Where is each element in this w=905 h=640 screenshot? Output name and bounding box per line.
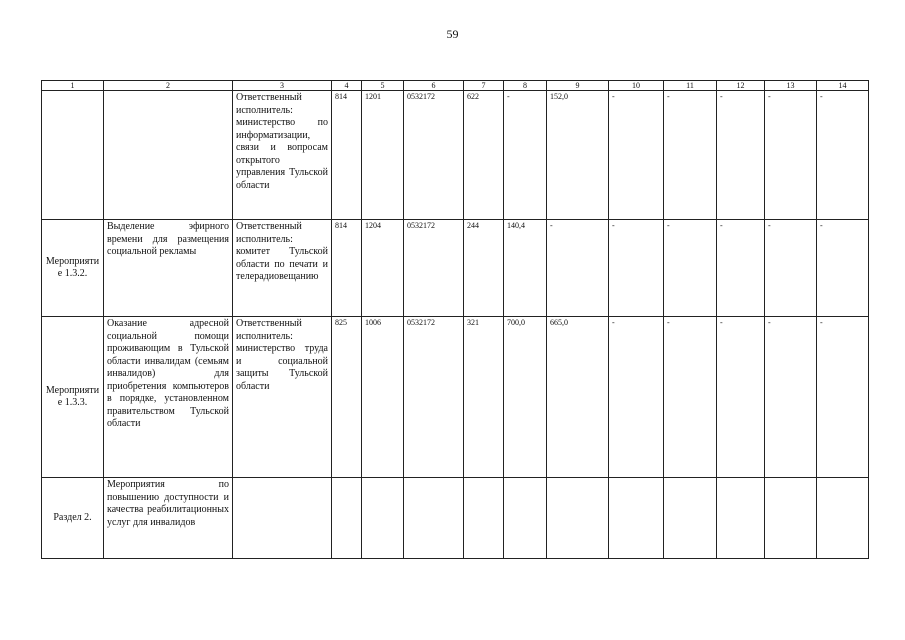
column-header: 9: [547, 81, 609, 91]
column-header: 1: [42, 81, 104, 91]
table-row: [42, 91, 869, 220]
row-label: Раздел 2.: [42, 478, 104, 559]
table-cell: [547, 478, 609, 559]
table-cell: 140,4: [504, 220, 547, 317]
table-cell: 622: [464, 91, 504, 220]
column-header: 6: [404, 81, 464, 91]
table-cell: -: [664, 317, 717, 478]
column-header: 11: [664, 81, 717, 91]
table-cell: 825: [332, 317, 362, 478]
table-cell: -: [765, 91, 817, 220]
table-cell: 1201: [362, 91, 404, 220]
budget-table: [41, 80, 869, 559]
table-cell: [664, 478, 717, 559]
row-label: Мероприятие 1.3.3.: [42, 317, 104, 478]
row-description: Оказание адресной социальной помощи проживающим в Тульской области инвалидам (семьям инвалидов) для приобретения компьютеров в порядке, установленном правительством Тульской области: [104, 317, 233, 478]
table-cell: 1204: [362, 220, 404, 317]
table-cell: [362, 478, 404, 559]
table-cell: [817, 478, 869, 559]
column-header: 10: [609, 81, 664, 91]
row-executor: Ответственный исполнитель: министерство по информатизации, связи и вопросам открытого управления Тульской области: [233, 91, 332, 220]
column-header: 5: [362, 81, 404, 91]
column-header: 2: [104, 81, 233, 91]
table-cell: 700,0: [504, 317, 547, 478]
table-cell: [504, 478, 547, 559]
table-cell: 321: [464, 317, 504, 478]
row-label: [42, 91, 104, 220]
column-header: 3: [233, 81, 332, 91]
table-cell: [332, 478, 362, 559]
column-header: 13: [765, 81, 817, 91]
table-row: [42, 317, 869, 478]
table-cell: [404, 478, 464, 559]
table-cell: -: [504, 91, 547, 220]
column-header: 8: [504, 81, 547, 91]
table-header-row: [42, 81, 869, 91]
table-cell: [609, 478, 664, 559]
table-cell: -: [664, 220, 717, 317]
row-executor: Ответственный исполнитель: министерство труда и социальной защиты Тульской области: [233, 317, 332, 478]
table-cell: -: [717, 220, 765, 317]
table-cell: 814: [332, 91, 362, 220]
table-cell: 814: [332, 220, 362, 317]
row-description: Мероприятия по повышению доступности и качества реабилитационных услуг для инвалидов: [104, 478, 233, 559]
row-executor: Ответственный исполнитель: комитет Тульской области по печати и телерадиовещанию: [233, 220, 332, 317]
table-row: [42, 220, 869, 317]
table-cell: [765, 478, 817, 559]
table-cell: -: [609, 91, 664, 220]
table-cell: -: [717, 91, 765, 220]
table-cell: 152,0: [547, 91, 609, 220]
table-cell: -: [664, 91, 717, 220]
table-cell: [717, 478, 765, 559]
table-cell: -: [765, 317, 817, 478]
table-cell: 0532172: [404, 91, 464, 220]
table-cell: -: [609, 317, 664, 478]
table-row: [42, 478, 869, 559]
table-cell: 0532172: [404, 317, 464, 478]
page-number: 59: [446, 27, 459, 41]
table-cell: -: [817, 220, 869, 317]
row-description: Выделение эфирного времени для размещения социальной рекламы: [104, 220, 233, 317]
table-cell: -: [547, 220, 609, 317]
table-cell: 244: [464, 220, 504, 317]
table-cell: -: [817, 91, 869, 220]
row-executor: [233, 478, 332, 559]
table-cell: -: [817, 317, 869, 478]
table-cell: -: [765, 220, 817, 317]
column-header: 12: [717, 81, 765, 91]
row-description: [104, 91, 233, 220]
row-label: Мероприятие 1.3.2.: [42, 220, 104, 317]
table-cell: 0532172: [404, 220, 464, 317]
table-cell: -: [609, 220, 664, 317]
column-header: 14: [817, 81, 869, 91]
table-cell: 1006: [362, 317, 404, 478]
column-header: 7: [464, 81, 504, 91]
table-cell: 665,0: [547, 317, 609, 478]
table-cell: [464, 478, 504, 559]
table-cell: -: [717, 317, 765, 478]
column-header: 4: [332, 81, 362, 91]
